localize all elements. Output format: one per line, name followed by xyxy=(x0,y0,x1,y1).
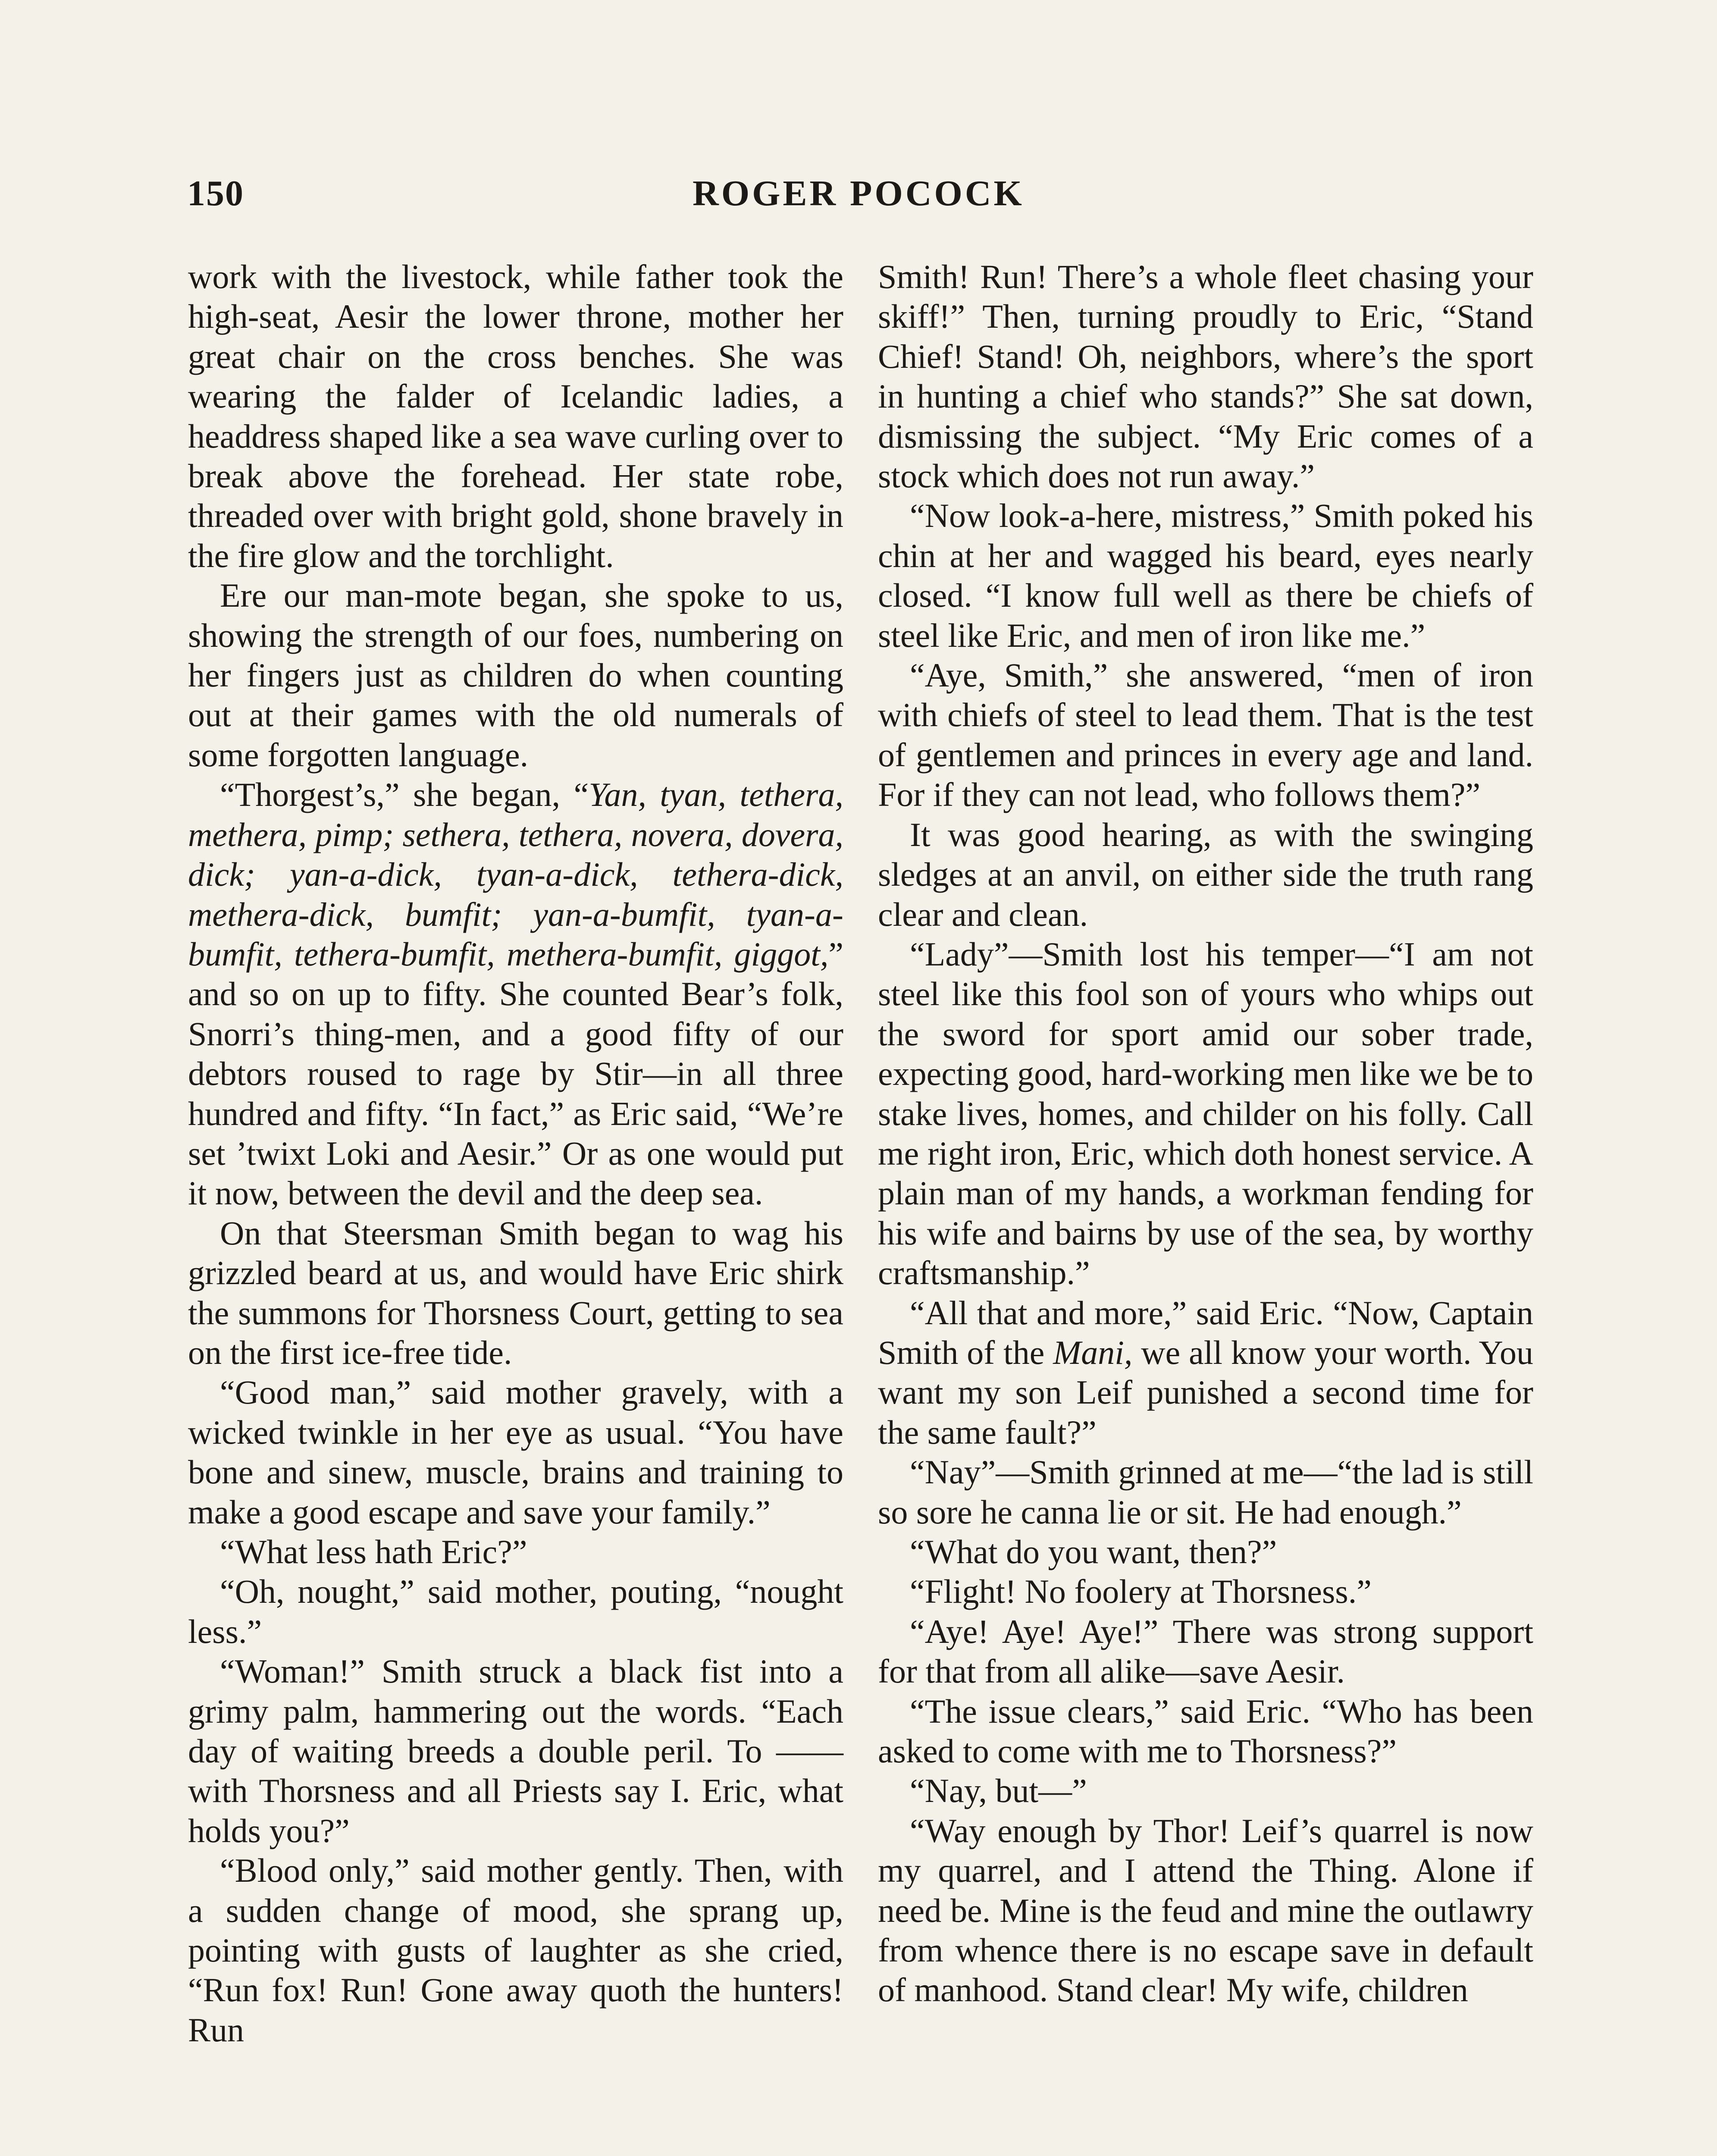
paragraph: work with the livestock, while father took the high-seat, Aesir the lower throne, mother her great chair on the cross benches. She was wearing the falder of Icelandic ladies, a headdress shaped like a sea wave curling over to break above the forehead. Her state robe, threaded over with bright gold, shone bravely in the fire glow and the torchlight. xyxy=(188,258,843,574)
paragraph: “Lady”—Smith lost his temper—“I am not steel like this fool son of yours who whips out the sword for sport amid our sober trade, expecting good, hard-working men like we be to stake lives, homes, and childer on his folly. Call me right iron, Eric, which doth honest service. A plain man of my hands, a workman fending for his wife and bairns by use of the sea, by worthy craftsmanship.” xyxy=(878,935,1533,1292)
page-header xyxy=(0,172,1717,220)
paragraph: “Good man,” said mother gravely, with a wicked twinkle in her eye as usual. “You have bone and sinew, muscle, brains and training to make a good escape and save your family.” xyxy=(188,1373,843,1531)
paragraph: “The issue clears,” said Eric. “Who has been asked to come with me to Thorsness?” xyxy=(878,1692,1533,1770)
paragraph: “Nay”—Smith grinned at me—“the lad is still so sore he canna lie or sit. He had enough.” xyxy=(878,1453,1533,1531)
paragraph: It was good hearing, as with the swinging sledges at an anvil, on either side the truth rang clear and clean. xyxy=(878,815,1533,933)
paragraph: “Oh, nought,” said mother, pouting, “nought less.” xyxy=(188,1573,843,1650)
text-run: “Thorgest’s,” she began, “ xyxy=(220,776,589,814)
left-column xyxy=(188,257,843,2050)
running-head: ROGER POCOCK xyxy=(692,173,1025,213)
paragraph: Ere our man-mote began, she spoke to us, showing the strength of our foes, numbering on her fingers just as children do when counting out at their games with the old numerals of some forgotten language. xyxy=(188,577,843,774)
text-run: “All that and more,” said Eric. “Now, Captain Smith of the xyxy=(878,1294,1533,1371)
paragraph: “Blood only,” said mother gently. Then, with a sudden change of mood, she sprang up, pointing with gusts of laughter as she cried, “Run fox! Run! Gone away quoth the hunters! Run xyxy=(188,1852,843,2049)
paragraph: “Now look-a-here, mistress,” Smith poked his chin at her and wagged his beard, eyes nearly closed. “I know full well as there be chiefs of steel like Eric, and men of iron like me.” xyxy=(878,497,1533,654)
paragraph: Smith! Run! There’s a whole fleet chasing your skiff!” Then, turning proudly to Eric, “Stand Chief! Stand! Oh, neighbors, where’s the sport in hunting a chief who stands?” She sat down, dismissing the subject. “My Eric comes of a stock which does not run away.” xyxy=(878,258,1533,495)
text-run: we all know your worth. You want my son Leif punished a second time for the same fault?” xyxy=(878,1333,1533,1451)
paragraph: On that Steersman Smith began to wag his grizzled beard at us, and would have Eric shirk the summons for Thorsness Court, getting to sea on the first ice-free tide. xyxy=(188,1214,843,1371)
paragraph: “Aye, Smith,” she answered, “men of iron with chiefs of steel to lead them. That is the test of gentlemen and princes in every age and land. For if they can not lead, who follows them?” xyxy=(878,656,1533,814)
text-run: ” and so on up to fifty. She counted Bear’s folk, Snorri’s thing-men, and a good fifty of our debtors roused to rage by Stir—in all three hundred and fifty. “In fact,” as Eric said, “We’re set ’twixt Loki and Aesir.” Or as one would put it now, between the devil and the deep sea. xyxy=(188,935,843,1212)
paragraph-mani xyxy=(878,1293,1533,1453)
paragraph: “Woman!” Smith struck a black fist into a grimy palm, hammering out the words. “Each day of waiting breeds a double peril. To —— with Thorsness and all Priests say I. Eric, what holds you?” xyxy=(188,1652,843,1849)
italic-run: Mani, xyxy=(1053,1333,1133,1371)
paragraph: “Flight! No foolery at Thorsness.” xyxy=(910,1573,1372,1611)
page-number: 150 xyxy=(187,173,244,213)
paragraph: “What less hath Eric?” xyxy=(220,1533,527,1570)
paragraph: “Nay, but—” xyxy=(910,1772,1087,1810)
right-column xyxy=(878,257,1533,2010)
paragraph: “What do you want, then?” xyxy=(910,1533,1277,1570)
italic-run: Yan, tyan, tethera, methera, pimp; sethera, tethera, novera, dovera, dick; yan-a-dick, tyan-a-dick, tethera-dick, methera-dick, bumfit; yan-a-bumfit, tyan-a-bumfit, tethera-bumfit, methera-bumfit, giggot, xyxy=(188,776,843,973)
paragraph-counting-rhyme xyxy=(188,775,843,1213)
paragraph: “Aye! Aye! Aye!” There was strong support for that from all alike—save Aesir. xyxy=(878,1612,1533,1690)
paragraph: “Way enough by Thor! Leif’s quarrel is now my quarrel, and I attend the Thing. Alone if need be. Mine is the feud and mine the outlawry from whence there is no escape save in default of manhood. Stand clear! My wife, children xyxy=(878,1811,1533,2009)
